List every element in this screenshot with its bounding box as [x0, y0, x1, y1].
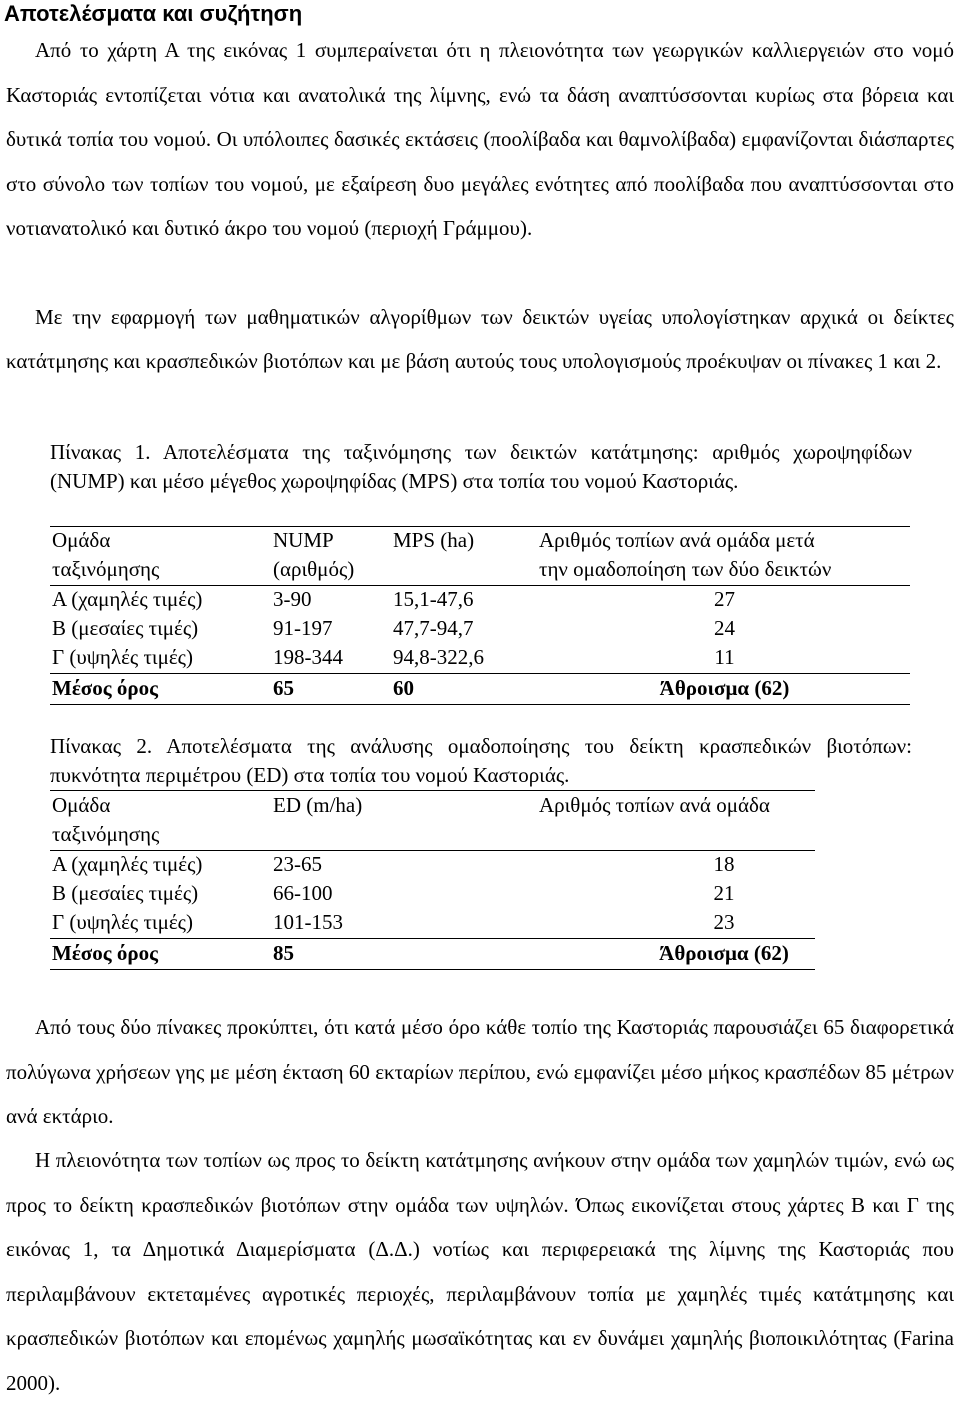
- table1-row-a-nump: 3-90: [273, 587, 312, 611]
- paragraph-3: Από τους δύο πίνακες προκύπτει, ότι κατά μέσο όρο κάθε τοπίο της Καστοριάς παρουσιάζει 65 διαφορετικά πολύγωνα χρήσεων γης με μέση έκταση 60 εκταρίων περίπου, ενώ εμφανίζει μέσο μήκος κρασπέδων 85 μέτρων ανά εκτάριο.: [6, 1015, 954, 1128]
- table2-footer-label: Μέσος όρος: [52, 941, 158, 965]
- table1-row-b-nump: 91-197: [273, 616, 333, 640]
- table1-row-c-count: 11: [714, 645, 735, 669]
- table2-row-b-ed: 66-100: [273, 881, 333, 905]
- table2-row-a-ed: 23-65: [273, 852, 322, 876]
- section-heading: Αποτελέσματα και συζήτηση: [4, 1, 303, 26]
- table2-bottom-rule: [50, 969, 815, 970]
- table1-row-b-count: 24: [714, 616, 735, 640]
- table1-header-group: Ομάδα: [52, 528, 111, 552]
- paragraph-1: Από το χάρτη Α της εικόνας 1 συμπεραίνεται ότι η πλειονότητα των γεωργικών καλλιεργειών στο νομό Καστοριάς εντοπίζεται νότια και ανατολικά της λίμνης, ενώ τα δάση αναπτύσσονται κυρίως στα βόρεια και δυτικά τοπία του νομού. Οι υπόλοιπες δασικές εκτάσεις (ποολίβαδα και θαμνολίβαδα) εμφανίζονται διάσπαρτες στο σύνολο των τοπίων του νομού, με εξαίρεση δυο μεγάλες ενότητες από ποολίβαδα που αναπτύσσονται στο νοτιανατολικό και δυτικό άκρο του νομού (περιοχή Γράμμου).: [6, 38, 954, 240]
- table2-row-b-group: Β (μεσαίες τιμές): [52, 881, 199, 905]
- table2-row-c-ed: 101-153: [273, 910, 343, 934]
- table1-row-a-mps: 15,1-47,6: [393, 587, 474, 611]
- table2-header-group: Ομάδα: [52, 793, 111, 817]
- table2-caption: Πίνακας 2. Αποτελέσματα της ανάλυσης ομαδοποίησης του δείκτη κρασπεδικών βιοτόπων: πυκνότητα περιμέτρου (ED) στα τοπία του νομού Καστοριάς.: [50, 734, 912, 787]
- table2-row-c-count: 23: [713, 910, 735, 934]
- table1-row-b-mps: 47,7-94,7: [393, 616, 474, 640]
- paragraph-4: Η πλειονότητα των τοπίων ως προς το δείκτη κατάτμησης ανήκουν στην ομάδα των χαμηλών τιμών, ενώ ως προς το δείκτη κρασπεδικών βιοτόπων στην ομάδα των υψηλών. Όπως εικονίζεται στους χάρτες Β και Γ της εικόνας 1, τα Δημοτικά Διαμερίσματα (Δ.Δ.) νοτίως και περιφερειακά της λίμνης της Καστοριάς που περιλαμβάνουν εκτεταμένες αγροτικές περιοχές, περιλαμβάνουν τοπία με χαμηλές τιμές κατάτμησης και κρασπεδικών βιοτόπων και επομένως χαμηλής μωσαϊκότητας και εν δυνάμει χαμηλής βιοποικιλότητας (Farina 2000).: [6, 1148, 954, 1395]
- table1-header-count-2: την ομαδοποίηση των δύο δεικτών: [539, 557, 832, 581]
- table1-header-nump-2: (αριθμός): [273, 557, 355, 581]
- table1-footer-nump: 65: [273, 676, 294, 700]
- table2-row-b-count: 21: [713, 881, 735, 905]
- table2-footer-total: Άθροισμα (62): [659, 941, 789, 965]
- table2-footer-ed: 85: [273, 941, 294, 965]
- table1-header-mps: MPS (ha): [393, 528, 475, 552]
- table1-header-nump: NUMP: [273, 528, 334, 552]
- paragraph-2: Με την εφαρμογή των μαθηματικών αλγορίθμων των δεικτών υγείας υπολογίστηκαν αρχικά οι δείκτες κατάτμησης και κρασπεδικών βιοτόπων και με βάση αυτούς τους υπολογισμούς προέκυψαν οι πίνακες 1 και 2.: [6, 305, 954, 373]
- table1-footer-mps: 60: [393, 676, 414, 700]
- table1-bottom-rule: [50, 704, 910, 705]
- table1-row-c-group: Γ (υψηλές τιμές): [52, 645, 193, 669]
- table2-header-group-2: ταξινόμησης: [52, 822, 160, 846]
- table1-row-c-nump: 198-344: [273, 645, 343, 669]
- table2-row-a-count: 18: [713, 852, 735, 876]
- table1-caption: Πίνακας 1. Αποτελέσματα της ταξινόμησης των δεικτών κατάτμησης: αριθμός χωροψηφίδων (NUMP) και μέσο μέγεθος χωροψηφίδας (MPS) στα τοπία του νομού Καστοριάς.: [50, 440, 912, 493]
- table1-footer-total: Άθροισμα (62): [659, 676, 790, 700]
- table1-row-b-group: Β (μεσαίες τιμές): [52, 616, 199, 640]
- table1-row-c-mps: 94,8-322,6: [393, 645, 484, 669]
- table1-footer-label: Μέσος όρος: [52, 676, 158, 700]
- table1-row-a-group: Α (χαμηλές τιμές): [52, 587, 203, 611]
- table2-header-count: Αριθμός τοπίων ανά ομάδα: [539, 793, 770, 817]
- table1-header-count: Αριθμός τοπίων ανά ομάδα μετά: [539, 528, 815, 552]
- table1-row-a-count: 27: [714, 587, 735, 611]
- table2-header-ed: ED (m/ha): [273, 793, 363, 817]
- table2-row-a-group: Α (χαμηλές τιμές): [52, 852, 203, 876]
- table1-header-group-2: ταξινόμησης: [52, 557, 160, 581]
- table2-row-c-group: Γ (υψηλές τιμές): [52, 910, 193, 934]
